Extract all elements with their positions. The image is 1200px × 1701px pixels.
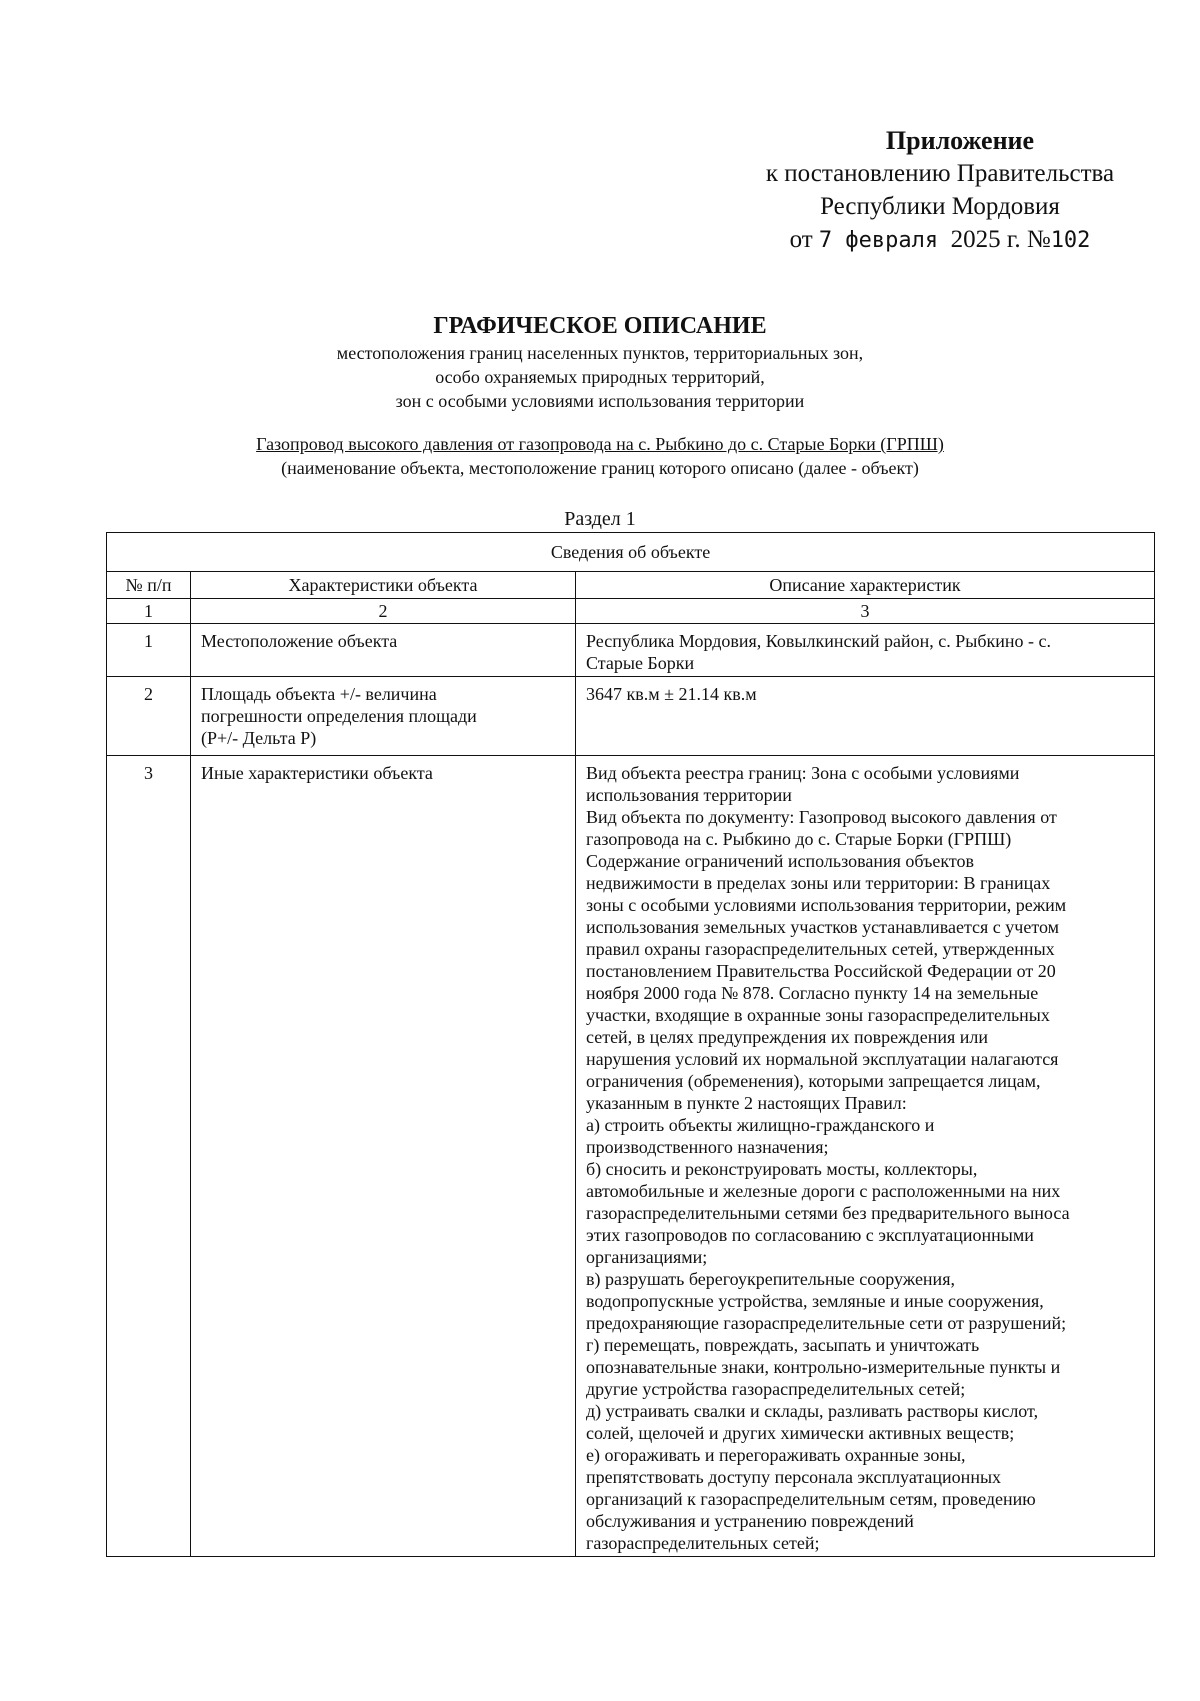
description-line: использования земельных участков устанавливается с учетом (586, 917, 1060, 937)
document-title: ГРАФИЧЕСКОЕ ОПИСАНИЕ (433, 313, 767, 339)
subtitle-line: зон с особыми условиями использования территории (395, 391, 805, 411)
description-line: обслуживания и устранению повреждений (586, 1511, 914, 1531)
description-line: постановлением Правительства Российской Федерации от 20 (586, 961, 1056, 981)
description-line: организациями; (586, 1247, 708, 1267)
row-number: 2 (107, 677, 191, 756)
date-year: 2025 г. № (950, 226, 1051, 253)
row-description (576, 677, 1155, 756)
description-line: правил охраны газораспределительных сетей, утвержденных (586, 939, 1055, 959)
object-info-table (106, 532, 1155, 1557)
description-line: автомобильные и железные дороги с расположенными на них (586, 1181, 1061, 1201)
description-line: е) огораживать и перегораживать охранные зоны, (586, 1445, 966, 1465)
date-handwritten: 7 февраля (818, 228, 939, 253)
appendix-line-1: к постановлению Правительства (765, 160, 1115, 187)
object-caption: (наименование объекта, местоположение границ которого описано (далее - объект) (281, 458, 919, 478)
subtitle-line: местоположения границ населенных пунктов, территориальных зон, (336, 343, 864, 363)
description-line: Вид объекта реестра границ: Зона с особыми условиями (586, 763, 1020, 783)
description-line: Республика Мордовия, Ковылкинский район, с. Рыбкино - с. (586, 631, 1051, 651)
description-line: опознавательные знаки, контрольно-измерительные пункты и (586, 1357, 1061, 1377)
description-line: газораспределительных сетей; (586, 1533, 820, 1553)
row-characteristic: Иные характеристики объекта (191, 756, 576, 1557)
appendix-line-2: Республики Мордовия (820, 193, 1060, 220)
description-line: д) устраивать свалки и склады, разливать растворы кислот, (586, 1401, 1039, 1421)
row-characteristic (191, 677, 576, 756)
description-line: Содержание ограничений использования объектов (586, 851, 975, 871)
description-line: недвижимости в пределах зоны или территории: В границах (586, 873, 1051, 893)
description-line: участки, входящие в охранные зоны газораспределительных (586, 1005, 1050, 1025)
description-line: нарушения условий их нормальной эксплуатации налагаются (586, 1049, 1059, 1069)
row-description (576, 624, 1155, 677)
description-line: водопропускные устройства, земляные и иные сооружения, (586, 1291, 1044, 1311)
row-number: 3 (107, 756, 191, 1557)
table-row (107, 756, 1155, 1557)
number-handwritten: 102 (1050, 228, 1091, 253)
description-line: в) разрушать берегоукрепительные сооружения, (586, 1269, 955, 1289)
description-line: производственного назначения; (586, 1137, 829, 1157)
characteristic-line: (P+/- Дельта P) (201, 728, 317, 748)
description-line: а) строить объекты жилищно-гражданского и (586, 1115, 935, 1135)
description-line: другие устройства газораспределительных сетей; (586, 1379, 966, 1399)
col-number: 1 (107, 599, 191, 624)
row-description (576, 756, 1155, 1557)
row-characteristic: Местоположение объекта (191, 624, 576, 677)
table-row (107, 677, 1155, 756)
description-line: предохраняющие газораспределительные сети от разрушений; (586, 1313, 1067, 1333)
description-line: препятствовать доступу персонала эксплуатационных (586, 1467, 1002, 1487)
row-number: 1 (107, 624, 191, 677)
description-line: солей, щелочей и других химически активных веществ; (586, 1423, 1015, 1443)
section-title: Раздел 1 (564, 508, 636, 530)
description-line: ограничения (обременения), которыми запрещается лицам, (586, 1071, 1041, 1091)
table-caption: Сведения об объекте (107, 533, 1155, 572)
header-characteristic: Характеристики объекта (191, 572, 576, 599)
description-line: Вид объекта по документу: Газопровод высокого давления от (586, 807, 1057, 827)
description-line: б) сносить и реконструировать мосты, коллекторы, (586, 1159, 978, 1179)
object-name-block (150, 432, 1050, 480)
header-number: № п/п (107, 572, 191, 599)
description-line: ноября 2000 года № 878. Согласно пункту 14 на земельные (586, 983, 1039, 1003)
description-line: этих газопроводов по согласованию с эксплуатационными (586, 1225, 1034, 1245)
description-line: указанным в пункте 2 настоящих Правил: (586, 1093, 907, 1113)
object-name: Газопровод высокого давления от газопровода на с. Рыбкино до с. Старые Борки (ГРПШ) (256, 434, 944, 454)
appendix-title: Приложение (885, 126, 1035, 155)
description-line: Старые Борки (586, 653, 695, 673)
appendix-date (720, 223, 1160, 257)
description-line: организаций к газораспределительным сетям, проведению (586, 1489, 1036, 1509)
description-line: зоны с особыми условиями использования территории, режим (586, 895, 1067, 915)
subtitle-line: особо охраняемых природных территорий, (435, 367, 765, 387)
description-line: г) перемещать, повреждать, засыпать и уничтожать (586, 1335, 980, 1355)
document-heading (150, 311, 1050, 413)
description-line: газопровода на с. Рыбкино до с. Старые Борки (ГРПШ) (586, 829, 1012, 849)
description-line: газораспределительными сетями без предварительного выноса (586, 1203, 1070, 1223)
characteristic-line: Площадь объекта +/- величина (201, 684, 437, 704)
characteristic-line: погрешности определения площади (201, 706, 477, 726)
col-number: 3 (576, 599, 1155, 624)
description-line: использования территории (586, 785, 792, 805)
description-line: 3647 кв.м ± 21.14 кв.м (586, 684, 757, 704)
table-row (107, 624, 1155, 677)
appendix-block (720, 124, 1160, 257)
col-number: 2 (191, 599, 576, 624)
header-description: Описание характеристик (576, 572, 1155, 599)
description-line: сетей, в целях предупреждения их повреждения или (586, 1027, 988, 1047)
date-prefix: от (789, 226, 813, 253)
